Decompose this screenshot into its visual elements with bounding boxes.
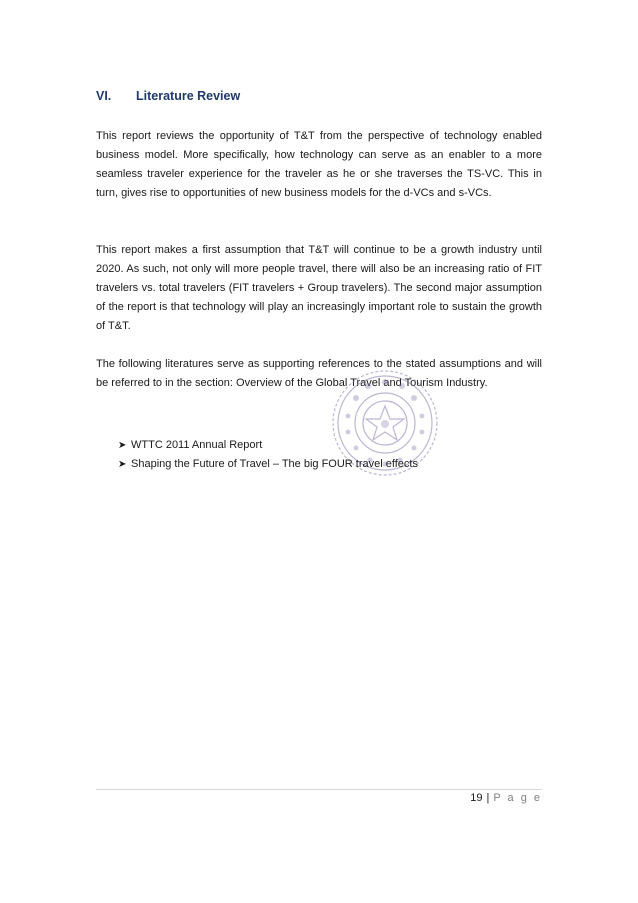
footer-divider (96, 789, 542, 790)
reference-list (118, 436, 418, 474)
section-number: VI. (96, 89, 112, 103)
section-heading (96, 89, 240, 103)
arrow-bullet-icon: ➤ (118, 440, 127, 451)
page-label: P a g e (493, 792, 542, 804)
section-title: Literature Review (136, 89, 241, 103)
paragraph-1: This report reviews the opportunity of T&T from the perspective of technology enabled business model. More specifically, how technology can serve as an enabler to a more seamless traveler experience for the traveler as he or she traverses the TS-VC. This in turn, gives rise to opportunities of new business models for the d-VCs and s-VCs. (96, 130, 542, 199)
list-item (118, 436, 418, 455)
paragraph-3: The following literatures serve as supporting references to the stated assumptions and will be referred to in the section: Overview of the Global Travel and Tourism Industry. (96, 358, 542, 389)
arrow-bullet-icon: ➤ (118, 459, 127, 470)
reference-item-label: Shaping the Future of Travel – The big FOUR travel effects (131, 458, 418, 470)
page-number: 19 (470, 792, 483, 804)
page-footer (470, 792, 542, 804)
list-item (118, 455, 418, 474)
paragraph-2: This report makes a first assumption that T&T will continue to be a growth industry until 2020. As such, not only will more people travel, there will also be an increasing ratio of FIT travelers vs. total travelers (FIT travelers + Group travelers). The second major assumption of the report is that technology will play an increasingly important role to sustain the growth of T&T. (96, 244, 542, 332)
footer-separator: | (486, 792, 490, 804)
reference-item-label: WTTC 2011 Annual Report (131, 439, 263, 451)
